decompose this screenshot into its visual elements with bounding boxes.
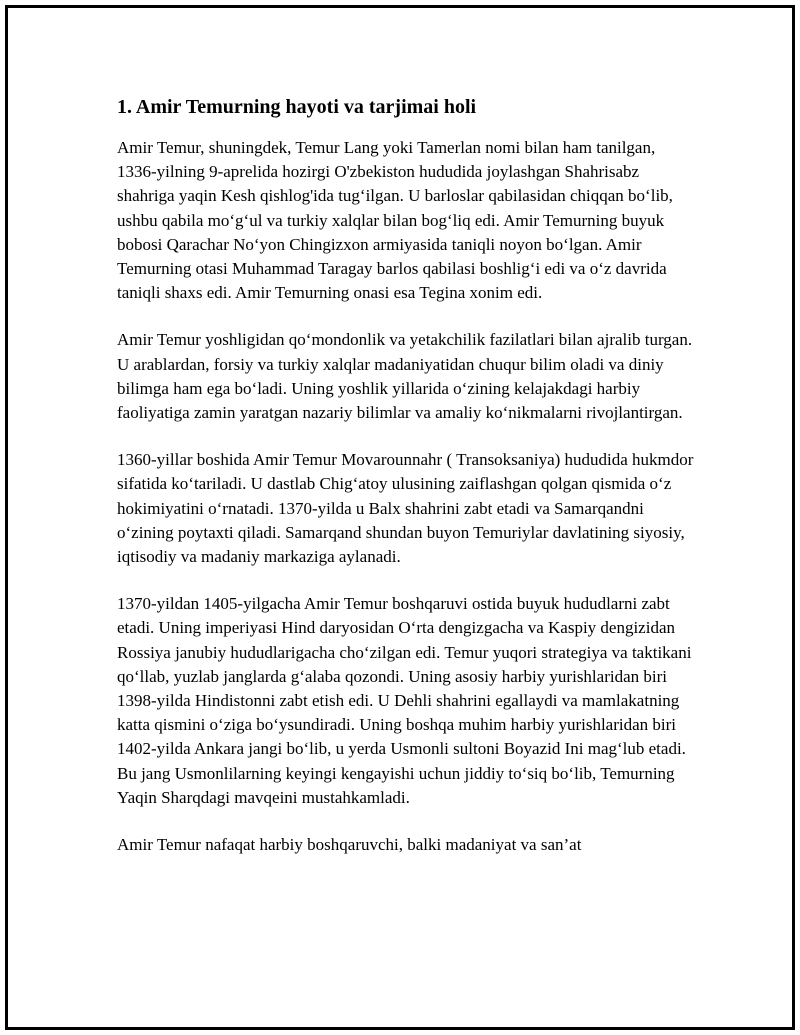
- paragraph-birth-origins: Amir Temur, shuningdek, Temur Lang yoki Tamerlan nomi bilan ham tanilgan, 1336-yilning 9-aprelida hozirgi O'zbekiston hududida joylashgan Shahrisabz shahriga yaqin Kesh qishlog'ida tug‘ilgan. U barloslar qabilasidan chiqqan bo‘lib, ushbu qabila mo‘g‘ul va turkiy xalqlar bilan bog‘liq edi. Amir Temurning buyuk bobosi Qarachar No‘yon Chingizxon armiyasida taniqli noyon bo‘lgan. Amir Temurning otasi Muhammad Taragay barlos qabilasi boshlig‘i edi va o‘z davrida taniqli shaxs edi. Amir Temurning onasi esa Tegina xonim edi.: [117, 138, 673, 303]
- document-body: [117, 93, 697, 880]
- section-heading: 1. Amir Temurning hayoti va tarjimai holi: [117, 96, 477, 118]
- paragraph-culture: Amir Temur nafaqat harbiy boshqaruvchi, balki madaniyat va san’at: [117, 835, 582, 855]
- paragraph-rise-to-power: 1360-yillar boshida Amir Temur Movarounnahr ( Transoksaniya) hududida hukmdor sifatida ko‘tariladi. U dastlab Chig‘atoy ulusining zaiflashgan qolgan qismida o‘z hokimiyatini o‘rnatadi. 1370-yilda u Balx shahrini zabt etadi va Samarqandni o‘zining poytaxti qiladi. Samarqand shundan buyon Temuriylar davlatining siyosiy, iqtisodiy va madaniy markaziga aylanadi.: [117, 450, 694, 567]
- paragraph-youth: Amir Temur yoshligidan qo‘mondonlik va yetakchilik fazilatlari bilan ajralib turgan. U arablardan, forsiy va turkiy xalqlar madaniyatidan chuqur bilim oladi va diniy bilimga ham ega bo‘ladi. Uning yoshlik yillarida o‘zining kelajakdagi harbiy faoliyatiga zamin yaratgan nazariy bilimlar va amaliy ko‘nikmalarni rivojlantirgan.: [117, 330, 693, 423]
- paragraph-conquests: 1370-yildan 1405-yilgacha Amir Temur boshqaruvi ostida buyuk hududlarni zabt etadi. Uning imperiyasi Hind daryosidan O‘rta dengizgacha va Kaspiy dengizidan Rossiya janubiy hududlarigacha cho‘zilgan edi. Temur yuqori strategiya va taktikani qo‘llab, yuzlab janglarda g‘alaba qozondi. Uning asosiy harbiy yurishlaridan biri 1398-yilda Hindistonni zabt etish edi. U Dehli shahrini egallaydi va mamlakatning katta qismini o‘ziga bo‘ysundiradi. Uning boshqa muhim harbiy yurishlaridan biri 1402-yilda Ankara jangi bo‘lib, u yerda Usmonli sultoni Boyazid Ini mag‘lub etadi. Bu jang Usmonlilarning keyingi kengayishi uchun jiddiy to‘siq bo‘lib, Temurning Yaqin Sharqdagi mavqeini mustahkamladi.: [117, 594, 692, 807]
